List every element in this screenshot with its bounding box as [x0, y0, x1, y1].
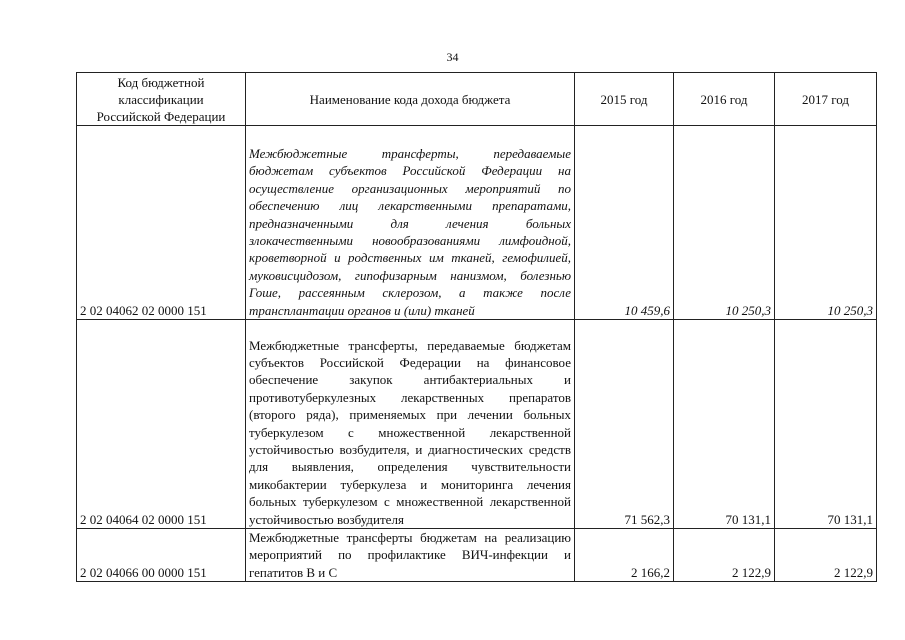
- table-row: [77, 529, 877, 582]
- table-header-row: [77, 73, 877, 126]
- header-code: [77, 73, 246, 126]
- row-value-2016: 70 131,1: [674, 320, 775, 529]
- row-value-2015: 10 459,6: [575, 126, 674, 320]
- budget-income-table: [76, 72, 877, 582]
- row-value-2016: 10 250,3: [674, 126, 775, 320]
- header-code-line: Код бюджетной: [117, 74, 205, 90]
- header-2015: 2015 год: [575, 73, 674, 126]
- row-value-2015: 71 562,3: [575, 320, 674, 529]
- row-value-2015: 2 166,2: [575, 529, 674, 582]
- row-value-2017: 70 131,1: [775, 320, 877, 529]
- row-code: 2 02 04062 02 0000 151: [77, 126, 246, 320]
- page-number: 34: [446, 50, 459, 64]
- row-name: Межбюджетные трансферты бюджетам на реализацию мероприятий по профилактике ВИЧ-инфекции и гепатитов В и С: [246, 529, 575, 582]
- header-name: Наименование кода дохода бюджета: [246, 73, 575, 126]
- table-row: [77, 320, 877, 529]
- row-code: 2 02 04064 02 0000 151: [77, 320, 246, 529]
- row-value-2016: 2 122,9: [674, 529, 775, 582]
- row-code: 2 02 04066 00 0000 151: [77, 529, 246, 582]
- row-name: Межбюджетные трансферты, передаваемые бюджетам субъектов Российской Федерации на финансовое обеспечение закупок антибактериальных и противотуберкулезных лекарственных препаратов (второго ряда), применяемых при лечении больных туберкулезом с множественной лекарственной устойчивостью возбудителя, и диагностических средств для выявления, определения чувствительности микобактерии туберкулеза и мониторинга лечения больных туберкулезом с множественной лекарственной устойчивостью возбудителя: [246, 320, 575, 529]
- header-2016: 2016 год: [674, 73, 775, 126]
- table-row: [77, 126, 877, 320]
- header-code-line: классификации: [118, 91, 204, 107]
- row-value-2017: 10 250,3: [775, 126, 877, 320]
- header-code-line: Российской Федерации: [96, 108, 226, 124]
- header-2017: 2017 год: [775, 73, 877, 126]
- row-name: Межбюджетные трансферты, передаваемые бюджетам субъектов Российской Федерации на осуществление организационных мероприятий по обеспечению лиц лекарственными препаратами, предназначенными для лечения больных злокачественными новообразованиями лимфоидной, кроветворной и родственных им тканей, гемофилией, муковисцидозом, гипофизарным нанизмом, болезнью Гоше, рассеянным склерозом, а также после трансплантации органов и (или) тканей: [246, 126, 575, 320]
- row-value-2017: 2 122,9: [775, 529, 877, 582]
